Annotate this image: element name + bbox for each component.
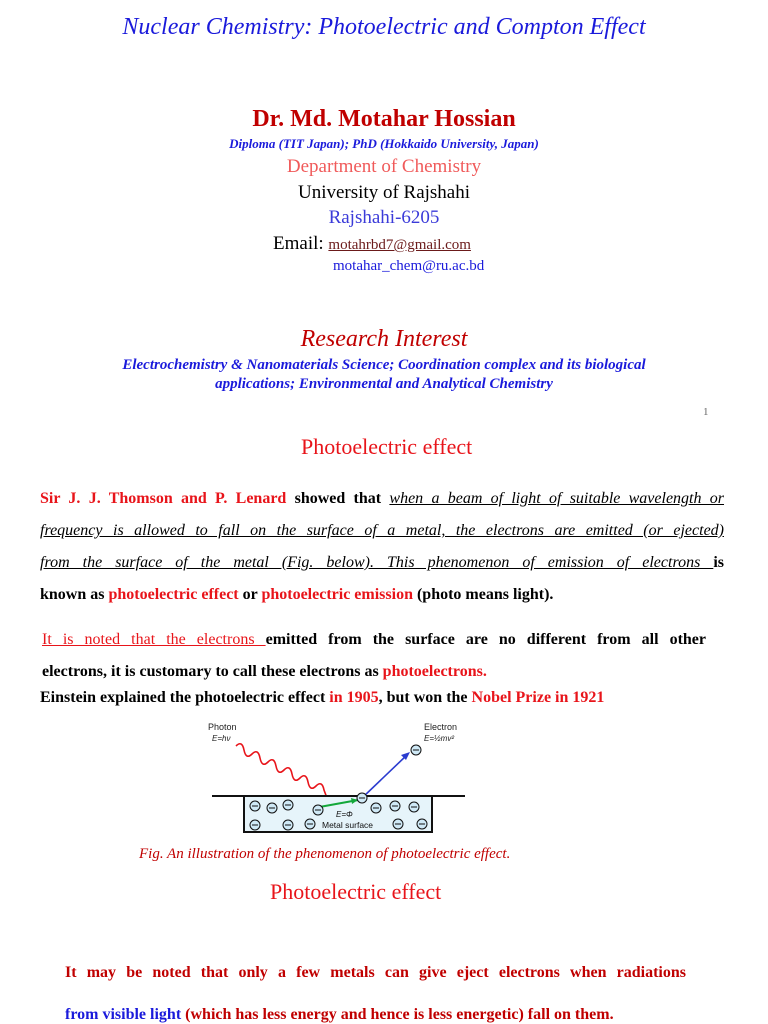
para1-line-3 [40, 547, 724, 579]
fall-on-them-text: fall on them. [523, 1006, 614, 1023]
section-heading-2: Photoelectric effect [270, 879, 442, 904]
definition-part-3: from the surface of the metal (Fig. below). This phenomenon of emission of electrons [40, 554, 714, 571]
is-text: is [713, 554, 724, 571]
definition-part-2: frequency is allowed to fall on the surface of a metal, the electrons are emitted (or ejected) [40, 522, 724, 539]
scientist-names: Sir J. J. Thomson and P. Lenard [40, 490, 287, 507]
para1-line-1 [40, 483, 724, 515]
electron-label: Electron [424, 722, 458, 732]
photon-energy: E=hν [212, 734, 231, 743]
page-title: Nuclear Chemistry: Photoelectric and Compton Effect [122, 14, 646, 40]
definition-part-1: when a beam of light of suitable wavelength or [389, 490, 725, 507]
university: University of Rajshahi [297, 182, 471, 203]
won-text: , but won the [378, 689, 472, 706]
research-heading: Research Interest [300, 326, 468, 352]
figure-caption: Fig. An illustration of the phenomenon of photoelectric effect. [139, 846, 511, 862]
term-photoelectrons: photoelectrons. [382, 663, 487, 680]
section-heading-1: Photoelectric effect [301, 434, 473, 459]
email-row [273, 233, 471, 255]
photoelectric-figure [200, 716, 480, 840]
para2-line-1 [42, 624, 706, 656]
paragraph-photoelectric-definition [40, 483, 724, 611]
city: Rajshahi-6205 [328, 207, 440, 228]
email-label: Email: [273, 233, 324, 254]
slide3-line-2 [65, 1006, 614, 1024]
author-credentials: Diploma (TIT Japan); PhD (Hokkaido University, Japan) [229, 136, 539, 151]
nobel-prize: Nobel Prize in 1921 [471, 689, 605, 706]
slide3-line-1 [65, 964, 686, 982]
department: Department of Chemistry [286, 156, 482, 177]
einstein-line [40, 689, 604, 707]
author-name: Dr. Md. Motahar Hossian [252, 106, 516, 132]
photo-meaning-text: (photo means light). [412, 586, 554, 603]
page-number: 1 [703, 406, 709, 418]
term-photoelectric-emission: photoelectric emission [261, 586, 413, 603]
noted-text: It is noted that the electrons [42, 631, 266, 648]
work-function-label: E=Φ [336, 810, 353, 819]
emitted-text: emitted from the surface are no different from all other [265, 631, 706, 648]
known-as-text: known as [40, 586, 109, 603]
para1-line-4 [40, 579, 724, 611]
email-secondary: motahar_chem@ru.ac.bd [333, 258, 485, 274]
electron-energy: E=½mv² [424, 734, 455, 743]
or-text: or [238, 586, 262, 603]
year-1905: in 1905 [329, 689, 379, 706]
email-link-primary[interactable]: motahrbd7@gmail.com [328, 237, 471, 253]
visible-light-text: from visible light [65, 1006, 182, 1023]
para2-line-2 [42, 656, 706, 688]
research-line-2: applications; Environmental and Analytical Chemistry [215, 376, 553, 392]
customary-text: electrons, it is customary to call these electrons as [42, 663, 383, 680]
less-energy-text: (which has less energy and hence is less energetic) [181, 1006, 524, 1023]
research-line-1: Electrochemistry & Nanomaterials Science; Coordination complex and its biological [122, 357, 646, 373]
paragraph-photoelectrons [42, 624, 706, 688]
einstein-text: Einstein explained the photoelectric effect [40, 689, 330, 706]
emission-arrow [362, 754, 408, 798]
metals-note: It may be noted that only a few metals can give eject electrons when radiations [65, 964, 686, 981]
term-photoelectric-effect: photoelectric effect [108, 586, 239, 603]
photon-label: Photon [208, 722, 237, 732]
metal-surface-label: Metal surface [322, 820, 374, 830]
showed-text: showed that [286, 490, 390, 507]
